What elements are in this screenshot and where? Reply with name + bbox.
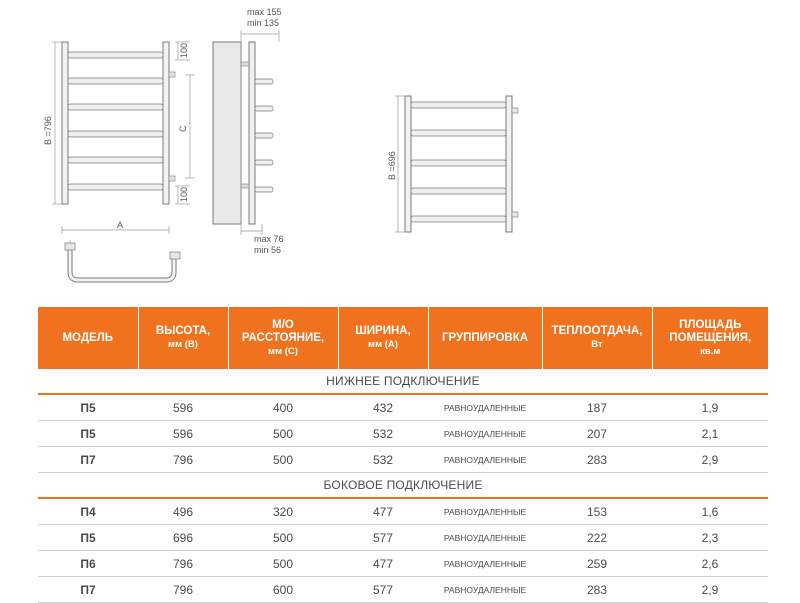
cell-distance: 500	[228, 525, 338, 551]
side-view	[213, 7, 284, 255]
cell-grouping: РАВНОУДАЛЕННЫЕ	[428, 551, 542, 577]
cell-area: 2,6	[652, 551, 768, 577]
cell-height: 596	[138, 421, 228, 447]
cell-model: П5	[38, 421, 138, 447]
table-row	[38, 394, 768, 421]
table-header-row	[38, 307, 768, 369]
cell-area: 1,9	[652, 394, 768, 421]
cell-heat: 153	[542, 498, 652, 525]
cell-model: П6	[38, 551, 138, 577]
header-area-sub: кв.м	[700, 345, 721, 357]
cell-grouping: РАВНОУДАЛЕННЫЕ	[428, 394, 542, 421]
cell-distance: 500	[228, 421, 338, 447]
cell-height: 796	[138, 551, 228, 577]
dim-100-bottom: 100	[179, 186, 189, 202]
cell-distance: 400	[228, 394, 338, 421]
header-room-area	[652, 307, 768, 369]
cell-distance: 500	[228, 447, 338, 473]
header-area-main: ПЛОЩАДЬ ПОМЕЩЕНИЯ,	[669, 318, 752, 344]
plan-view	[65, 240, 180, 280]
cell-height: 796	[138, 447, 228, 473]
cell-width: 532	[338, 421, 428, 447]
header-height-main: ВЫСОТА,	[155, 325, 211, 337]
cell-grouping: РАВНОУДАЛЕННЫЕ	[428, 421, 542, 447]
rungs-2	[411, 102, 506, 222]
header-width-main: ШИРИНА,	[355, 325, 411, 337]
dim-max-76: max 76	[254, 234, 284, 244]
header-width-sub: мм (А)	[368, 339, 398, 350]
table-row	[38, 447, 768, 473]
header-distance-main: М/О РАССТОЯНИЕ,	[241, 318, 325, 344]
cell-width: 477	[338, 551, 428, 577]
cell-width: 577	[338, 525, 428, 551]
cell-heat: 187	[542, 394, 652, 421]
header-model-main: МОДЕЛЬ	[62, 331, 114, 344]
cell-area: 1,6	[652, 498, 768, 525]
front-view-bottom-connection	[43, 42, 195, 234]
cell-height: 596	[138, 394, 228, 421]
section-bottom-connection	[38, 369, 768, 394]
header-width	[338, 307, 428, 369]
table-row	[38, 421, 768, 447]
cell-width: 477	[338, 498, 428, 525]
dim-max-155: max 155	[247, 7, 282, 17]
table-row	[38, 525, 768, 551]
header-model	[38, 307, 138, 369]
cell-grouping: РАВНОУДАЛЕННЫЕ	[428, 577, 542, 603]
cell-area: 2,9	[652, 447, 768, 473]
cell-area: 2,9	[652, 577, 768, 603]
technical-drawings	[0, 0, 800, 300]
header-distance-sub: мм (С)	[268, 345, 298, 357]
front-view-side-connection	[387, 96, 518, 232]
cell-distance: 600	[228, 577, 338, 603]
dim-min-135: min 135	[247, 18, 280, 28]
cell-grouping: РАВНОУДАЛЕННЫЕ	[428, 525, 542, 551]
cell-model: П4	[38, 498, 138, 525]
cell-model: П7	[38, 577, 138, 603]
table-row	[38, 551, 768, 577]
cell-heat: 259	[542, 551, 652, 577]
cell-area: 2,3	[652, 525, 768, 551]
side-rungs	[255, 79, 273, 192]
section-title-side: БОКОВОЕ ПОДКЛЮЧЕНИЕ	[38, 473, 768, 499]
height-label-696: В =696	[387, 151, 397, 180]
cell-model: П5	[38, 525, 138, 551]
cell-distance: 320	[228, 498, 338, 525]
cell-grouping: РАВНОУДАЛЕННЫЕ	[428, 447, 542, 473]
cell-model: П7	[38, 447, 138, 473]
dim-a-label: А	[117, 220, 124, 230]
cell-grouping: РАВНОУДАЛЕННЫЕ	[428, 498, 542, 525]
section-title-bottom: НИЖНЕЕ ПОДКЛЮЧЕНИЕ	[38, 369, 768, 394]
table-row	[38, 498, 768, 525]
cell-height: 496	[138, 498, 228, 525]
dim-min-56: min 56	[254, 245, 282, 255]
section-side-connection	[38, 473, 768, 499]
header-heat-sub: Вт	[591, 339, 603, 350]
header-height	[138, 307, 228, 369]
cell-width: 532	[338, 447, 428, 473]
rungs	[68, 52, 163, 190]
cell-heat: 283	[542, 577, 652, 603]
cell-height: 696	[138, 525, 228, 551]
cell-height: 796	[138, 577, 228, 603]
header-height-sub: мм (В)	[168, 339, 198, 350]
height-label-796: В =796	[43, 116, 53, 145]
header-heat-output	[542, 307, 652, 369]
spec-table	[38, 307, 768, 603]
dim-100-top: 100	[179, 42, 189, 58]
header-distance	[228, 307, 338, 369]
table-row	[38, 577, 768, 603]
header-heat-main: ТЕПЛООТДАЧА,	[551, 325, 643, 337]
cell-model: П5	[38, 394, 138, 421]
cell-heat: 222	[542, 525, 652, 551]
cell-area: 2,1	[652, 421, 768, 447]
cell-width: 432	[338, 394, 428, 421]
cell-distance: 500	[228, 551, 338, 577]
header-grouping	[428, 307, 542, 369]
cell-heat: 283	[542, 447, 652, 473]
dim-c-label: С	[178, 125, 188, 132]
cell-heat: 207	[542, 421, 652, 447]
cell-width: 577	[338, 577, 428, 603]
header-grouping-main: ГРУППИРОВКА	[441, 331, 529, 344]
